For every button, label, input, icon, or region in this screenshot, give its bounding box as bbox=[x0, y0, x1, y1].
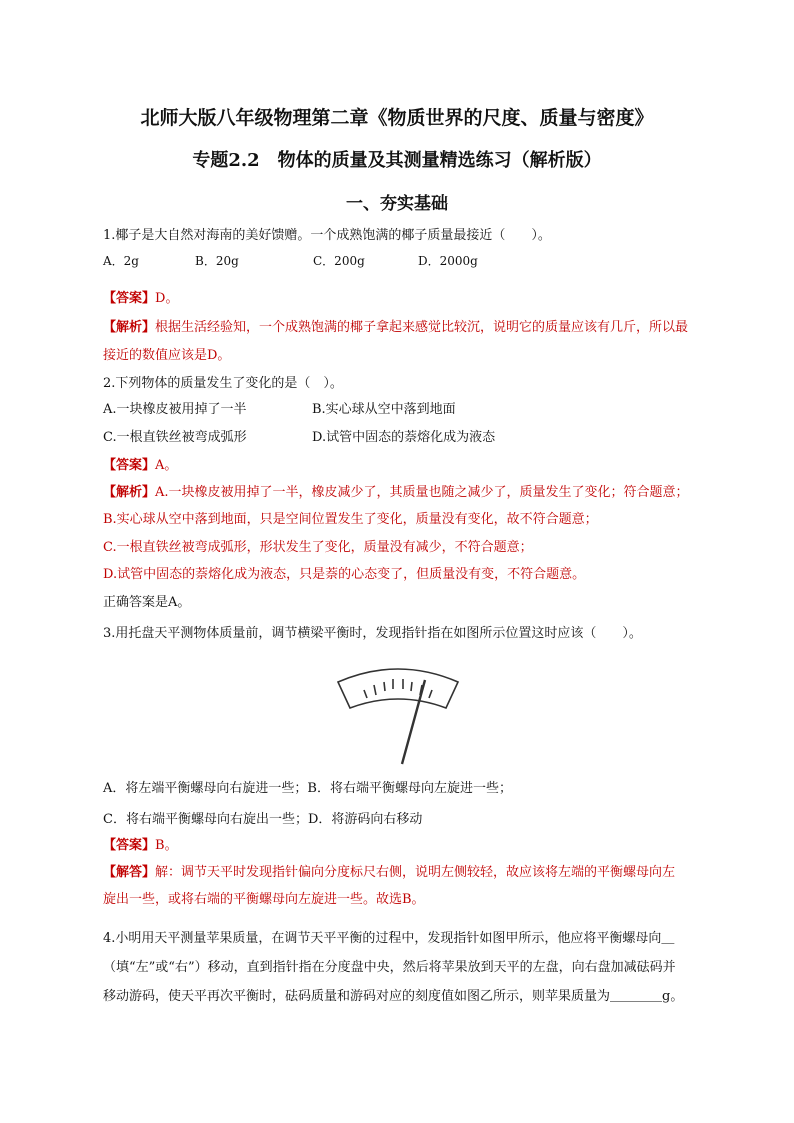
q4-line2: （填“左”或“右”）移动，直到指针指在分度盘中央，然后将苹果放到天平的左盘，向右盘加减砝码并 bbox=[103, 960, 676, 975]
q1-analysis-line1 bbox=[103, 316, 688, 335]
q1-option-a: A．2g bbox=[103, 254, 139, 268]
q3-stem: 3.用托盘天平测物体质量前，调节横梁平衡时，发现指针指在如图所示位置这时应该（ ）。 bbox=[103, 626, 642, 641]
answer-tag: 【答案】 bbox=[103, 291, 156, 306]
analysis-text: A.一块橡皮被用掉了一半，橡皮减少了，其质量也随之减少了，质量发生了变化；符合题意； bbox=[155, 485, 689, 500]
q2-option-d: D.试管中固态的萘熔化成为液态 bbox=[312, 430, 496, 445]
q3-answer bbox=[103, 834, 178, 853]
q1-option-c: C．200g bbox=[313, 254, 365, 268]
q1-answer bbox=[103, 287, 178, 306]
analysis-tag: 【解析】 bbox=[103, 320, 156, 335]
answer-tag: 【答案】 bbox=[103, 838, 156, 853]
q2-analysis-d: D.试管中固态的萘熔化成为液态，只是萘的心态变了，但质量没有变，不符合题意。 bbox=[103, 567, 586, 582]
q3-options-line2: C．将右端平衡螺母向右旋出一些；D．将游码向右移动 bbox=[103, 812, 423, 827]
analysis-text: 解：调节天平时发现指针偏向分度标尺右侧，说明左侧较轻，故应该将左端的平衡螺母向左 bbox=[155, 865, 676, 880]
q1-option-b: B．20g bbox=[195, 254, 239, 268]
answer-value: A。 bbox=[155, 458, 178, 473]
scale-tick bbox=[429, 690, 432, 698]
q1-analysis-line2: 接近的数值应该是D。 bbox=[103, 348, 231, 363]
section-heading: 一、夯实基础 bbox=[346, 194, 448, 214]
q2-analysis-b: B.实心球从空中落到地面，只是空间位置发生了变化，质量没有变化，故不符合题意； bbox=[103, 512, 598, 527]
q2-analysis-a bbox=[103, 481, 689, 500]
analysis-tag: 【解答】 bbox=[103, 865, 156, 880]
answer-tag: 【答案】 bbox=[103, 458, 156, 473]
q2-option-a: A.一块橡皮被用掉了一半 bbox=[103, 402, 247, 417]
scale-tick bbox=[411, 682, 412, 691]
dial-plate bbox=[338, 669, 458, 708]
q2-option-b: B.实心球从空中落到地面 bbox=[312, 402, 456, 417]
q3-options-line1: A．将左端平衡螺母向右旋进一些；B．将右端平衡螺母向左旋进一些； bbox=[103, 781, 512, 796]
q4-line3: 移动游码，使天平再次平衡时，砝码质量和游码对应的刻度值如图乙所示，则苹果质量为＿＿＿＿g。 bbox=[103, 989, 684, 1004]
document-subtitle: 专题2.2 物体的质量及其测量精选练习（解析版） bbox=[192, 150, 602, 171]
q3-analysis-line1 bbox=[103, 861, 675, 880]
document-title: 北师大版八年级物理第二章《物质世界的尺度、质量与密度》 bbox=[140, 107, 654, 129]
q3-analysis-line2: 旋出一些，或将右端的平衡螺母向左旋进一些。故选B。 bbox=[103, 892, 425, 907]
q2-option-c: C.一根直铁丝被弯成弧形 bbox=[103, 430, 247, 445]
scale-tick bbox=[384, 682, 385, 691]
q2-analysis-c: C.一根直铁丝被弯成弧形，形状发生了变化，质量没有减少，不符合题意； bbox=[103, 540, 533, 555]
analysis-text: 根据生活经验知，一个成熟饱满的椰子拿起来感觉比较沉，说明它的质量应该有几斤，所以最 bbox=[155, 320, 689, 335]
analysis-tag: 【解析】 bbox=[103, 485, 156, 500]
q1-stem: 1.椰子是大自然对海南的美好馈赠。一个成熟饱满的椰子质量最接近（ ）。 bbox=[103, 228, 551, 243]
q2-answer bbox=[103, 454, 177, 473]
balance-scale-dial-figure bbox=[328, 660, 468, 770]
scale-tick bbox=[364, 690, 367, 698]
answer-value: D。 bbox=[155, 291, 179, 306]
pointer-needle bbox=[402, 680, 425, 764]
scale-tick bbox=[374, 685, 376, 695]
q1-option-d: D．2000g bbox=[418, 254, 478, 268]
q2-stem: 2.下列物体的质量发生了变化的是（ ）。 bbox=[103, 376, 343, 391]
q2-conclusion: 正确答案是A。 bbox=[103, 595, 191, 610]
answer-value: B。 bbox=[155, 838, 178, 853]
q4-line1: 4.小明用天平测量苹果质量，在调节天平平衡的过程中，发现指针如图甲所示，他应将平衡螺母向＿ bbox=[103, 931, 675, 946]
